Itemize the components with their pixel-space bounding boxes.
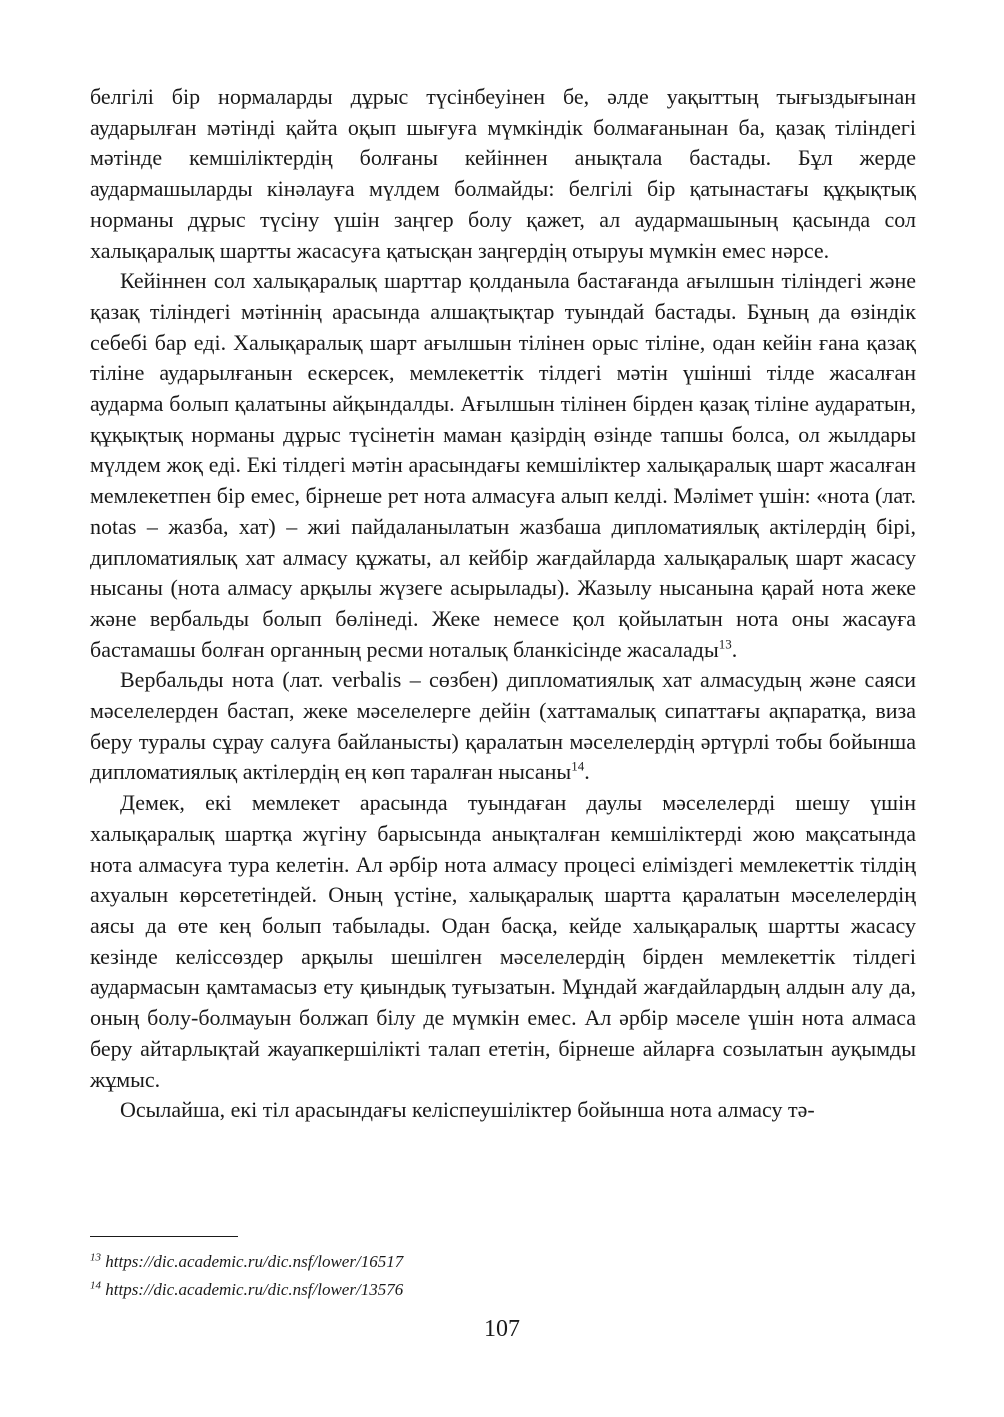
footnote-link[interactable]: https://dic.academic.ru/dic.nsf/lower/16517 xyxy=(105,1252,404,1271)
paragraph-4 xyxy=(90,788,916,1095)
paragraph-2 xyxy=(90,266,916,665)
footnote-14 xyxy=(90,1276,916,1304)
footnote-13 xyxy=(90,1248,916,1276)
footnotes xyxy=(90,1248,916,1304)
footnote-link[interactable]: https://dic.academic.ru/dic.nsf/lower/13576 xyxy=(105,1280,404,1299)
footnote-divider xyxy=(90,1236,238,1237)
paragraph-text: Вербальды нота (лат. verbalis – сөзбен) дипломатиялық хат алмасудың және саяси мәселелерден бастап, жеке мәселелерге дейін (хаттамалық сипаттағы ақпаратқа, виза беру туралы сұрау салуға байланысты) қаралатын мәселелердің әртүрлі тобы бойынша дипломатиялық актілердің ең көп таралған нысаны xyxy=(90,667,916,785)
paragraph-5 xyxy=(90,1095,916,1126)
paragraph-1 xyxy=(90,82,916,266)
footnote-number: 13 xyxy=(90,1251,101,1264)
paragraph-text: белгілі бір нормаларды дұрыс түсінбеуінен бе, әлде уақыттың тығыздығынан аударылған мәтінді қайта оқып шығуға мүмкіндік болмағанынан ба, қазақ тіліндегі мәтінде кемшіліктердің болғаны кейіннен анықтала бастады. Бұл жерде аудармашыларды кінәлауға мүлдем болмайды: белгілі бір қатынастағы құқықтық норманы дұрыс түсіну үшін заңгер болу қажет, ал аудармашының қасында сол халықаралық шартты жасасуға қатысқан заңгердің отыруы мүмкін емес нәрсе. xyxy=(90,84,916,263)
paragraph-tail: . xyxy=(584,759,590,785)
footnote-number: 14 xyxy=(90,1279,101,1292)
paragraph-tail: . xyxy=(731,636,738,662)
paragraph-text: Демек, екі мемлекет арасында туындаған даулы мәселелерді шешу үшін халықаралық шартқа жүгіну барысында анықталған кемшіліктерді жою мақсатында нота алмасуға тура келетін. Ал әрбір нота алмасу процесі еліміздегі мемлекеттік тілдің ахуалын көрсететіндей. Оның үстіне, халықаралық шартта қаралатын мәселелердің аясы да өте кең болып табылады. Одан басқа, кейде халықаралық шартты жасасу кезінде келіссөздер арқылы шешілген мәселелердің бірден мемлекеттік тілдегі аудармасын қамтамасыз ету қиындық туғызатын. Мұндай жағдайлардың алдын алу да, оның болу-болмауын болжап білу де мүмкін емес. Ал әрбір мәселе үшін нота алмаса беру айтарлықтай жауапкершілікті талап ететін, бірнеше айларға созылатын ауқымды жұмыс. xyxy=(90,790,916,1092)
footnote-ref-13[interactable]: 13 xyxy=(718,636,732,652)
body-text xyxy=(90,82,916,1126)
paragraph-text: Осылайша, екі тіл арасындағы келіспеушіліктер бойынша нота алмасу тә- xyxy=(120,1097,815,1123)
page-number: 107 xyxy=(484,1316,520,1342)
footnote-ref-14[interactable]: 14 xyxy=(571,759,585,775)
paragraph-3 xyxy=(90,665,916,788)
paragraph-text: Кейіннен сол халықаралық шарттар қолданыла бастағанда ағылшын тіліндегі және қазақ тіліндегі мәтіннің арасында алшақтықтар туындай бастады. Бұның да өзіндік себебі бар еді. Халықаралық шарт ағылшын тілінен орыс тіліне, одан кейін ғана қазақ тіліне аударылғанын ескерсек, мемлекеттік тілдегі мәтін үшінші тілде жасалған аударма болып қалатыны айқындалды. Ағылшын тілінен бірден қазақ тіліне аударатын, құқықтық норманы дұрыс түсінетін маман қазірдің өзінде тапшы болса, ол жылдары мүлдем жоқ еді. Екі тілдегі мәтін арасындағы кемшіліктер халықаралық шарт жасалған мемлекетпен бір емес, бірнеше рет нота алмасуға алып келді. Мәлімет үшін: «нота (лат. notas – жазба, хат) – жиі пайдаланылатын жазбаша дипломатиялық актілердің бірі, дипломатиялық хат алмасу құжаты, ал кейбір жағдайларда халықаралық шарт жасасу нысаны (нота алмасу арқылы жүзеге асырылады). Жазылу нысанына қарай нота жеке және вербальды болып бөлінеді. Жеке немесе қол қойылатын нота оны жасауға бастамашы болған органның ресми ноталық бланкісінде жасалады xyxy=(90,268,916,662)
